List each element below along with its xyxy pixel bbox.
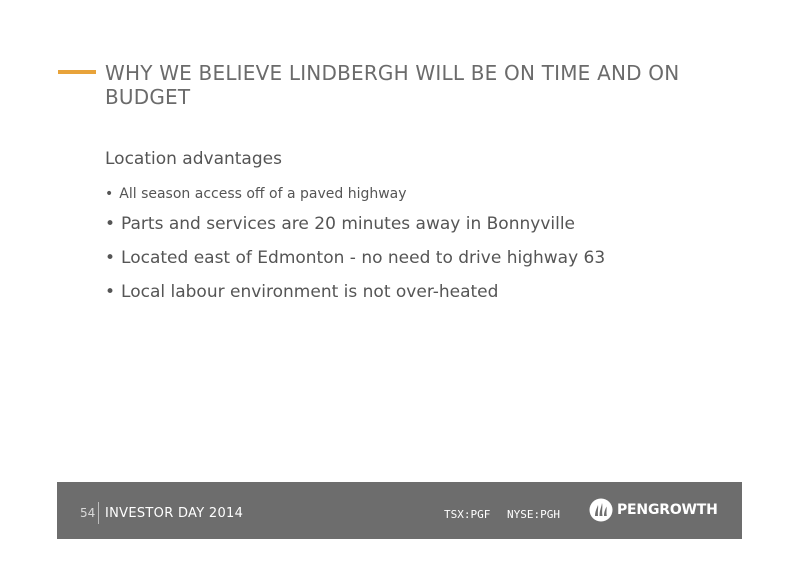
- ticker-nyse: NYSE:PGH: [507, 508, 560, 521]
- event-label: INVESTOR DAY 2014: [105, 506, 244, 521]
- bullet-dot: •: [105, 186, 114, 202]
- footer-bar: [57, 482, 742, 539]
- bullet-text: Located east of Edmonton - no need to drive highway 63: [121, 248, 606, 268]
- page-number: 54: [80, 506, 96, 520]
- bullet-item: [105, 212, 605, 246]
- pengrowth-flame-logo-icon: [589, 498, 613, 522]
- bullet-text: Local labour environment is not over-heated: [121, 282, 499, 302]
- ticker-tsx: TSX:PGF: [444, 508, 491, 521]
- bullet-item: [105, 182, 605, 206]
- bullet-item: [105, 280, 605, 314]
- section-subheading: Location advantages: [105, 149, 282, 169]
- bullet-dot: •: [105, 282, 116, 302]
- bullet-list: [105, 182, 605, 314]
- company-logo: [589, 498, 718, 522]
- logo-wordmark: PENGROWTH: [617, 502, 718, 518]
- bullet-dot: •: [105, 248, 116, 268]
- bullet-text: All season access off of a paved highway: [119, 186, 407, 202]
- footer-divider: [98, 502, 99, 524]
- slide-title: WHY WE BELIEVE LINDBERGH WILL BE ON TIME AND ON BUDGET: [105, 61, 680, 109]
- bullet-text: Parts and services are 20 minutes away in Bonnyville: [121, 214, 576, 234]
- bullet-dot: •: [105, 214, 116, 234]
- bullet-item: [105, 246, 605, 280]
- title-accent-bar: [58, 70, 96, 74]
